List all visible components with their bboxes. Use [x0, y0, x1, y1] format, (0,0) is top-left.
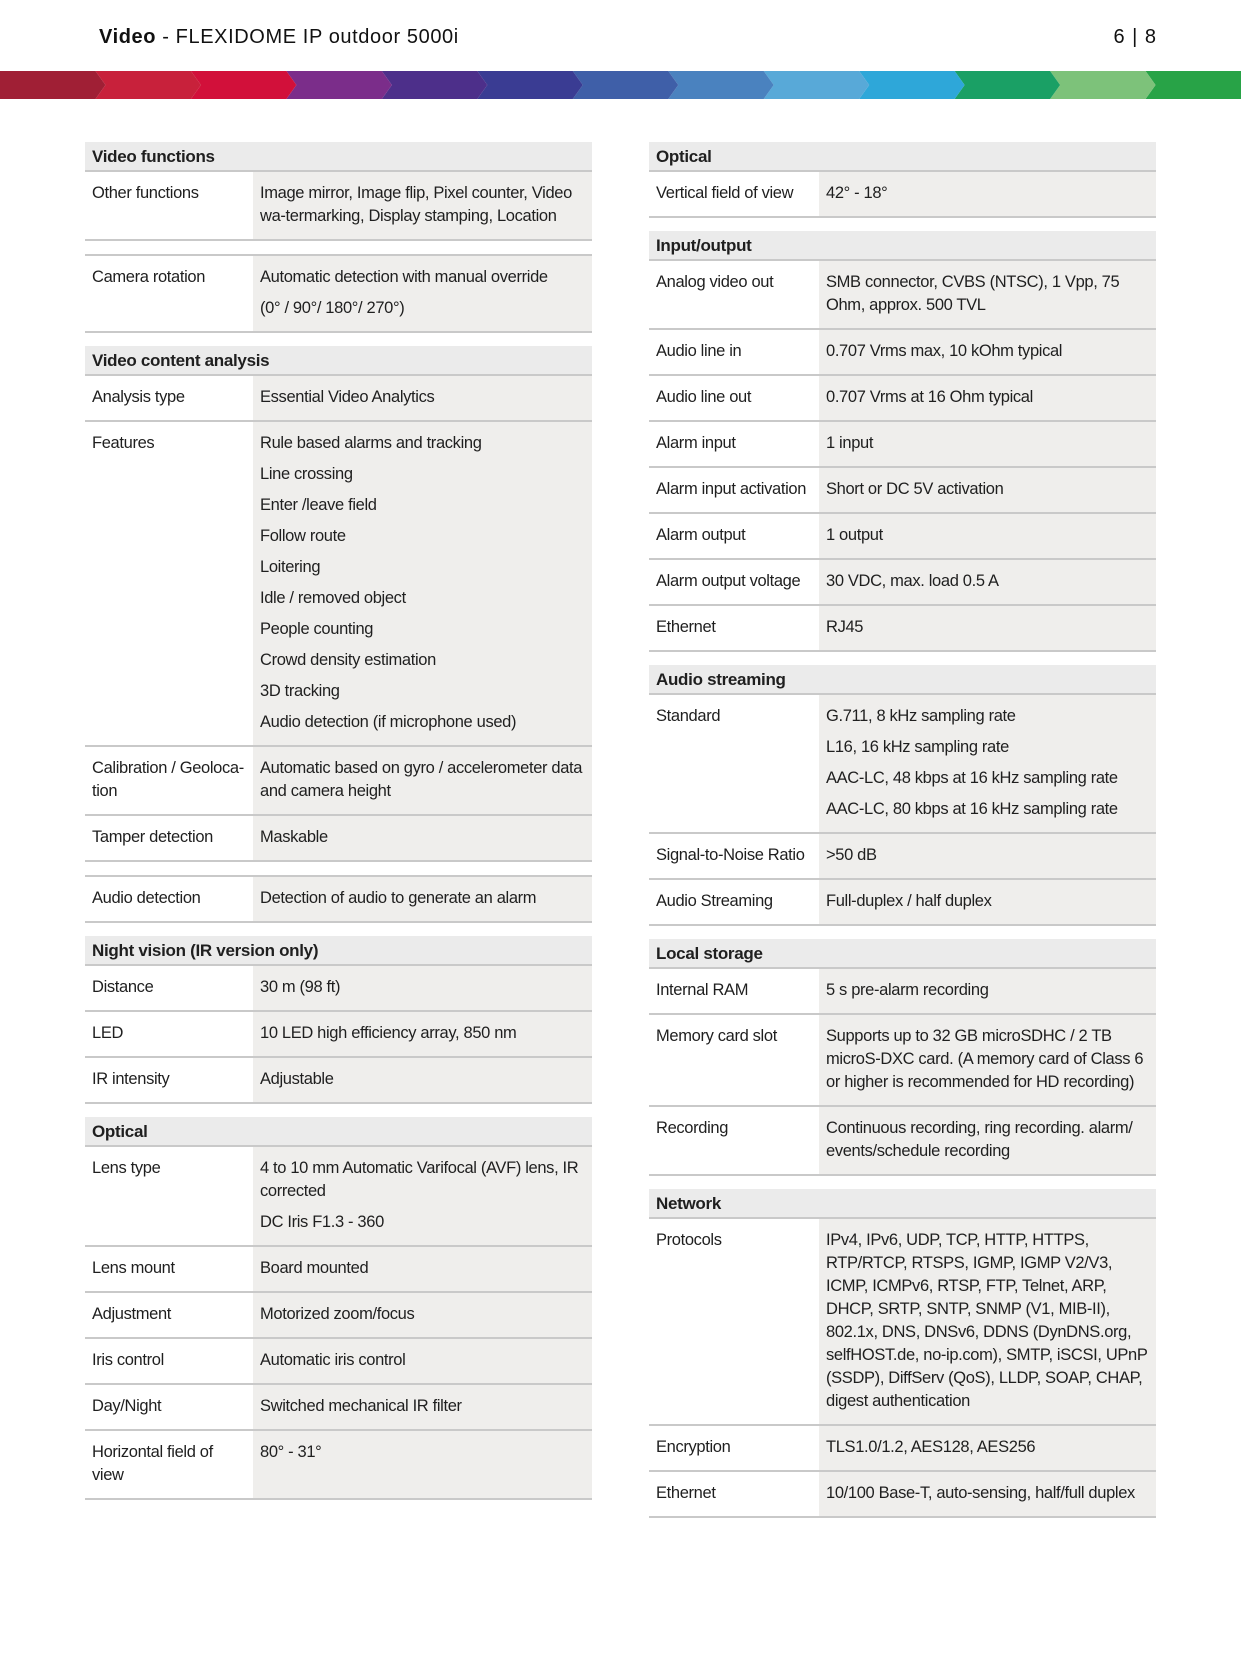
- spec-value: [819, 330, 1156, 374]
- band-segment: [0, 71, 105, 99]
- band-segment: [1146, 71, 1241, 99]
- spec-label: Lens type: [92, 1159, 161, 1177]
- spec-row: [85, 1293, 592, 1339]
- spec-label: Features: [92, 434, 155, 452]
- left-column: [85, 142, 592, 1513]
- section-heading: Input/output: [649, 231, 1156, 261]
- spec-label: Recording: [656, 1119, 729, 1137]
- spec-row: [85, 747, 592, 816]
- spec-value: [253, 1385, 592, 1429]
- band-segment: [95, 71, 200, 99]
- spec-value-line: 30 m (98 ft): [260, 978, 341, 996]
- spec-row: [85, 256, 592, 333]
- section: [649, 665, 1156, 926]
- spec-row: [85, 816, 592, 862]
- spec-label: Day/Night: [92, 1397, 162, 1415]
- spec-value-line: 3D tracking: [260, 682, 340, 700]
- spec-row: [649, 1426, 1156, 1472]
- section: [85, 142, 592, 241]
- spec-value-line: Switched mechanical IR filter: [260, 1397, 462, 1415]
- spec-value: [819, 514, 1156, 558]
- spec-label: Internal RAM: [656, 981, 749, 999]
- spec-label: Memory card slot: [656, 1027, 777, 1045]
- spec-row: [649, 834, 1156, 880]
- spec-value: [819, 422, 1156, 466]
- spec-value-line: 80° - 31°: [260, 1443, 322, 1461]
- section: [85, 254, 592, 333]
- spec-value: [819, 695, 1156, 832]
- spec-value-line: 0.707 Vrms max, 10 kOhm typical: [826, 342, 1063, 360]
- spec-value-line: DC Iris F1.3 - 360: [260, 1213, 384, 1231]
- spec-label: Vertical field of view: [656, 184, 794, 202]
- spec-label: Camera rotation: [92, 268, 206, 286]
- spec-label: Audio Streaming: [656, 892, 773, 910]
- document-title-product: - FLEXIDOME IP outdoor 5000i: [156, 26, 459, 48]
- spec-value-line: Audio detection (if microphone used): [260, 713, 517, 731]
- spec-row: [649, 330, 1156, 376]
- spec-value-line: RJ45: [826, 618, 864, 636]
- page-number: 6 | 8: [1113, 26, 1157, 48]
- spec-row: [649, 880, 1156, 926]
- spec-value-line: People counting: [260, 620, 374, 638]
- spec-value-line: L16, 16 kHz sampling rate: [826, 738, 1009, 756]
- spec-value: [819, 1472, 1156, 1516]
- spec-label: Iris control: [92, 1351, 164, 1369]
- spec-label: Calibration / Geoloca-tion: [92, 759, 244, 800]
- spec-value-line: 30 VDC, max. load 0.5 A: [826, 572, 999, 590]
- spec-value: [253, 816, 592, 860]
- spec-row: [649, 261, 1156, 330]
- band-segment: [955, 71, 1060, 99]
- spec-value: [819, 880, 1156, 924]
- section: [85, 1117, 592, 1500]
- section: [85, 346, 592, 862]
- spec-label: Protocols: [656, 1231, 722, 1249]
- band-segment: [191, 71, 296, 99]
- spec-value: [253, 1147, 592, 1245]
- spec-row: [85, 877, 592, 923]
- section: [85, 875, 592, 923]
- spec-value: [819, 172, 1156, 216]
- spec-row: [649, 376, 1156, 422]
- band-segment: [859, 71, 964, 99]
- band-segment: [382, 71, 487, 99]
- spec-value-line: Adjustable: [260, 1070, 334, 1088]
- spec-row: [649, 969, 1156, 1015]
- spec-value-line: Short or DC 5V activation: [826, 480, 1004, 498]
- spec-value-line: Line crossing: [260, 465, 353, 483]
- spec-value: [819, 834, 1156, 878]
- spec-value-line: Idle / removed object: [260, 589, 406, 607]
- spec-row: [85, 966, 592, 1012]
- spec-value: [819, 560, 1156, 604]
- spec-label: Horizontal field of view: [92, 1443, 213, 1484]
- spec-value: [253, 1431, 592, 1498]
- spec-value: [819, 1219, 1156, 1424]
- spec-value-line: 1 output: [826, 526, 883, 544]
- spec-value-line: Automatic iris control: [260, 1351, 406, 1369]
- spec-label: Distance: [92, 978, 154, 996]
- spec-row: [85, 1431, 592, 1500]
- spec-value-line: 4 to 10 mm Automatic Varifocal (AVF) lens, IR corrected: [260, 1159, 579, 1200]
- spec-row: [649, 560, 1156, 606]
- color-band: [0, 71, 1241, 99]
- spec-row: [85, 1385, 592, 1431]
- spec-value-line: Board mounted: [260, 1259, 369, 1277]
- spec-row: [85, 376, 592, 422]
- spec-value-line: Loitering: [260, 558, 321, 576]
- spec-label: IR intensity: [92, 1070, 170, 1088]
- spec-label: Analysis type: [92, 388, 185, 406]
- spec-row: [649, 1107, 1156, 1176]
- document-title-category: Video: [99, 26, 157, 48]
- spec-value: [819, 606, 1156, 650]
- spec-row: [649, 422, 1156, 468]
- spec-value: [819, 1015, 1156, 1105]
- spec-label: Adjustment: [92, 1305, 172, 1323]
- spec-value: [819, 468, 1156, 512]
- spec-value: [253, 877, 592, 921]
- spec-label: Ethernet: [656, 618, 716, 636]
- band-segment: [668, 71, 773, 99]
- section: [649, 1189, 1156, 1518]
- section-heading: Video functions: [85, 142, 592, 172]
- spec-value: [253, 1293, 592, 1337]
- spec-value-line: Essential Video Analytics: [260, 388, 435, 406]
- spec-row: [85, 1247, 592, 1293]
- spec-value-line: Continuous recording, ring recording. alarm/ events/schedule recording: [826, 1119, 1133, 1160]
- spec-value-line: Follow route: [260, 527, 346, 545]
- spec-value-line: 1 input: [826, 434, 874, 452]
- spec-value: [819, 1426, 1156, 1470]
- band-segment: [573, 71, 678, 99]
- spec-value-line: AAC-LC, 80 kbps at 16 kHz sampling rate: [826, 800, 1118, 818]
- spec-row: [649, 1472, 1156, 1518]
- spec-value-line: Maskable: [260, 828, 328, 846]
- spec-value-line: Motorized zoom/focus: [260, 1305, 415, 1323]
- spec-label: Other functions: [92, 184, 199, 202]
- spec-value-line: >50 dB: [826, 846, 877, 864]
- spec-value-line: Image mirror, Image flip, Pixel counter, Video wa-termarking, Display stamping, Location: [260, 184, 572, 225]
- spec-label: Lens mount: [92, 1259, 175, 1277]
- spec-label: LED: [92, 1024, 124, 1042]
- section: [649, 939, 1156, 1176]
- spec-label: Audio line out: [656, 388, 752, 406]
- section: [649, 231, 1156, 652]
- page-header: [0, 0, 1241, 70]
- section-heading: Optical: [649, 142, 1156, 172]
- section-heading: Local storage: [649, 939, 1156, 969]
- spec-label: Audio line in: [656, 342, 742, 360]
- spec-row: [649, 1015, 1156, 1107]
- spec-value-line: Detection of audio to generate an alarm: [260, 889, 537, 907]
- right-column: [649, 142, 1156, 1531]
- spec-label: Alarm input: [656, 434, 736, 452]
- spec-label: Ethernet: [656, 1484, 716, 1502]
- spec-value-line: Supports up to 32 GB microSDHC / 2 TB microS-DXC card. (A memory card of Class 6 or higher is recommended for HD recording): [826, 1027, 1144, 1091]
- spec-value-line: AAC-LC, 48 kbps at 16 kHz sampling rate: [826, 769, 1118, 787]
- spec-value-line: Automatic detection with manual override: [260, 268, 548, 286]
- spec-label: Alarm input activation: [656, 480, 807, 498]
- spec-row: [85, 1012, 592, 1058]
- spec-row: [85, 172, 592, 241]
- band-segment: [477, 71, 582, 99]
- spec-value: [253, 1339, 592, 1383]
- spec-value: [253, 966, 592, 1010]
- spec-value-line: (0° / 90°/ 180°/ 270°): [260, 299, 405, 317]
- spec-value-line: SMB connector, CVBS (NTSC), 1 Vpp, 75 Ohm, approx. 500 TVL: [826, 273, 1120, 314]
- spec-label: Tamper detection: [92, 828, 213, 846]
- spec-value: [253, 172, 592, 239]
- spec-value-line: Crowd density estimation: [260, 651, 436, 669]
- spec-value-line: Automatic based on gyro / accelerometer data and camera height: [260, 759, 583, 800]
- spec-value-line: 5 s pre-alarm recording: [826, 981, 989, 999]
- band-segment: [286, 71, 391, 99]
- band-segment: [764, 71, 869, 99]
- section: [649, 142, 1156, 218]
- spec-value-line: 10 LED high efficiency array, 850 nm: [260, 1024, 517, 1042]
- spec-value-line: Enter /leave field: [260, 496, 377, 514]
- spec-value: [819, 376, 1156, 420]
- spec-value: [253, 1247, 592, 1291]
- spec-label: Analog video out: [656, 273, 774, 291]
- spec-row: [85, 1339, 592, 1385]
- spec-row: [649, 172, 1156, 218]
- spec-value: [253, 747, 592, 814]
- spec-value-line: Full-duplex / half duplex: [826, 892, 992, 910]
- section: [85, 936, 592, 1104]
- spec-value: [253, 376, 592, 420]
- spec-value-line: G.711, 8 kHz sampling rate: [826, 707, 1016, 725]
- spec-value-line: IPv4, IPv6, UDP, TCP, HTTP, HTTPS, RTP/RTCP, RTSPS, IGMP, IGMP V2/V3, ICMP, ICMPv6, RTSP, FTP, Telnet, ARP, DHCP, SRTP, SNTP, SNMP (V1, MIB-II), 802.1x, DNS, DNSv6, DDNS (DynDNS.org, selfHOST.de, no-ip.com), SMTP, iSCSI, UPnP (SSDP), DiffServ (QoS), LLDP, SOAP, CHAP, digest authentication: [826, 1231, 1148, 1410]
- spec-row: [649, 606, 1156, 652]
- section-heading: Optical: [85, 1117, 592, 1147]
- spec-row: [649, 468, 1156, 514]
- section-heading: Video content analysis: [85, 346, 592, 376]
- spec-row: [649, 1219, 1156, 1426]
- spec-row: [85, 422, 592, 747]
- spec-value-line: 10/100 Base-T, auto-sensing, half/full duplex: [826, 1484, 1135, 1502]
- spec-row: [85, 1058, 592, 1104]
- spec-value-line: Rule based alarms and tracking: [260, 434, 482, 452]
- spec-label: Encryption: [656, 1438, 731, 1456]
- band-segment: [1050, 71, 1155, 99]
- spec-label: Alarm output: [656, 526, 746, 544]
- spec-row: [649, 514, 1156, 560]
- section-heading: Network: [649, 1189, 1156, 1219]
- spec-value: [819, 969, 1156, 1013]
- spec-value-line: 42° - 18°: [826, 184, 888, 202]
- spec-label: Alarm output voltage: [656, 572, 801, 590]
- spec-value: [253, 1058, 592, 1102]
- spec-label: Signal-to-Noise Ratio: [656, 846, 805, 864]
- section-heading: Audio streaming: [649, 665, 1156, 695]
- spec-label: Standard: [656, 707, 721, 725]
- spec-value: [253, 1012, 592, 1056]
- spec-label: Audio detection: [92, 889, 201, 907]
- spec-row: [649, 695, 1156, 834]
- spec-value-line: 0.707 Vrms at 16 Ohm typical: [826, 388, 1033, 406]
- spec-value: [819, 261, 1156, 328]
- section-heading: Night vision (IR version only): [85, 936, 592, 966]
- spec-value: [253, 256, 592, 331]
- spec-value-line: TLS1.0/1.2, AES128, AES256: [826, 1438, 1036, 1456]
- spec-row: [85, 1147, 592, 1247]
- spec-value: [253, 422, 592, 745]
- spec-value: [819, 1107, 1156, 1174]
- document-title: [99, 26, 459, 49]
